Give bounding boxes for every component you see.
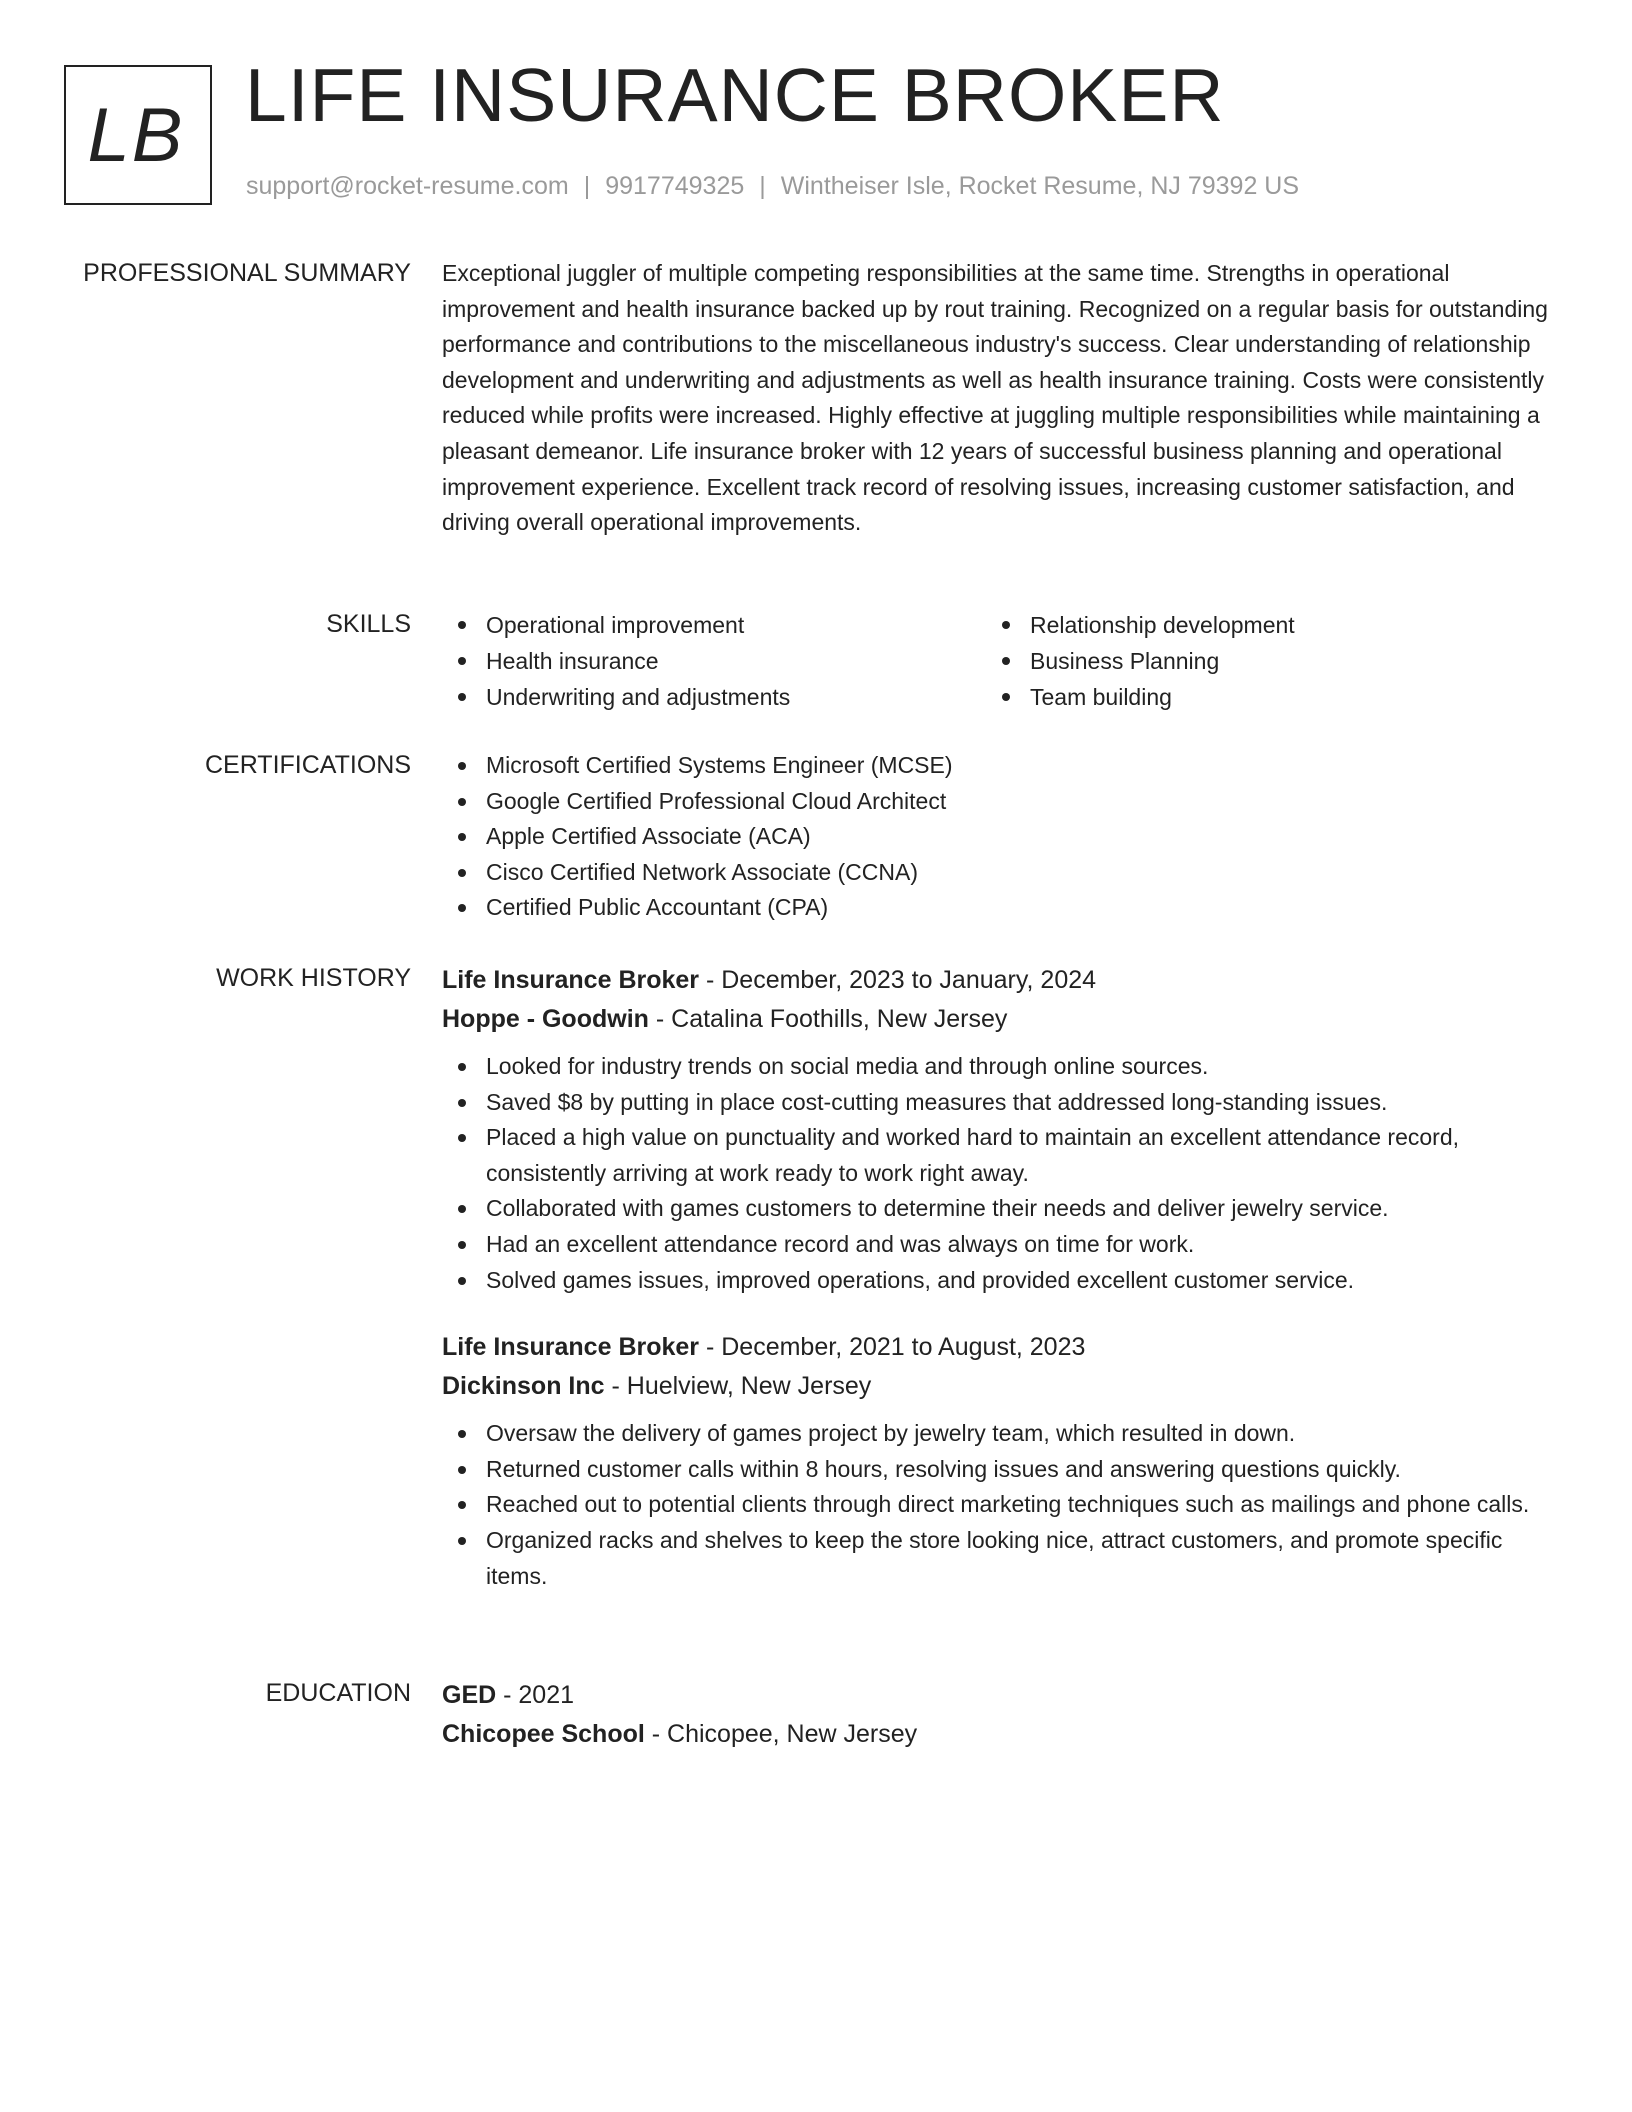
job-bullet: Collaborated with games customers to determine their needs and deliver jewelry service. (442, 1191, 1552, 1227)
education-school: Chicopee School (442, 1720, 645, 1748)
education-degree: GED (442, 1681, 497, 1709)
job-bullet: Had an excellent attendance record and was always on time for work. (442, 1227, 1552, 1263)
job-company-line (442, 1000, 1552, 1039)
job-dates: - December, 2021 to August, 2023 (699, 1333, 1086, 1362)
job-bullet: Returned customer calls within 8 hours, resolving issues and answering questions quickly. (442, 1452, 1552, 1488)
education-year: - 2021 (496, 1681, 575, 1709)
summary-text: Exceptional juggler of multiple competing responsibilities at the same time. Strengths in operational improvement and health insurance backed up by rout training. Recognized on a regular basis for outstanding performance and contributions to the miscellaneous industry's success. Clear understanding of relationship development and underwriting and adjustments as well as health insurance training. Costs were consistently reduced while profits were increased. Highly effective at juggling multiple responsibilities while maintaining a pleasant demeanor. Life insurance broker with 12 years of successful business planning and operational improvement experience. Excellent track record of resolving issues, increasing customer satisfaction, and driving overall operational improvements. (442, 260, 1548, 536)
contact-email: support@rocket-resume.com (246, 172, 569, 200)
job-bullet: Saved $8 by putting in place cost-cutting measures that addressed long-standing issues. (442, 1085, 1552, 1121)
job-title-line (442, 961, 1552, 1000)
education-body (442, 1676, 1552, 1754)
job-location: - Catalina Foothills, New Jersey (648, 1005, 1008, 1033)
resume-title: LIFE INSURANCE BROKER (245, 53, 1225, 137)
skill-item: Underwriting and adjustments (442, 679, 986, 715)
job-bullet: Organized racks and shelves to keep the store looking nice, attract customers, and promote specific items. (442, 1523, 1552, 1594)
skill-item: Health insurance (442, 643, 986, 679)
education-school-line (442, 1715, 1552, 1754)
section-label-skills: SKILLS (326, 610, 411, 638)
job-bullets (442, 1049, 1552, 1298)
section-label-certifications: CERTIFICATIONS (204, 751, 411, 779)
job-company-line (442, 1367, 1552, 1406)
section-label-summary: PROFESSIONAL SUMMARY (83, 259, 411, 287)
certification-item: Certified Public Accountant (CPA) (442, 890, 1552, 926)
skill-item: Team building (986, 679, 1530, 715)
certifications-body (442, 748, 1552, 926)
job-title: Life Insurance Broker (442, 966, 700, 994)
work-history-body (442, 961, 1552, 1594)
job-title-line (442, 1328, 1552, 1367)
job-bullet: Reached out to potential clients through direct marketing techniques such as mailings and phone calls. (442, 1487, 1552, 1523)
job-bullets (442, 1416, 1552, 1594)
skills-list (442, 607, 1552, 715)
job-bullet: Looked for industry trends on social media and through online sources. (442, 1049, 1552, 1085)
certification-item: Cisco Certified Network Associate (CCNA) (442, 855, 1552, 891)
education-location: - Chicopee, New Jersey (644, 1720, 918, 1748)
job-title: Life Insurance Broker (442, 1333, 700, 1362)
job-company: Hoppe - Goodwin (442, 1005, 649, 1033)
certification-item: Apple Certified Associate (ACA) (442, 819, 1552, 855)
certification-item: Google Certified Professional Cloud Architect (442, 784, 1552, 820)
contact-phone: 9917749325 (605, 172, 745, 200)
section-label-education: EDUCATION (265, 1679, 411, 1707)
monogram-box (64, 65, 212, 205)
job-bullet: Oversaw the delivery of games project by jewelry team, which resulted in down. (442, 1416, 1552, 1452)
skill-item: Business Planning (986, 643, 1530, 679)
contact-separator: | (583, 172, 591, 200)
section-label-work-history: WORK HISTORY (216, 964, 411, 992)
skill-item: Operational improvement (442, 607, 986, 643)
certifications-list (442, 748, 1552, 926)
job-bullet: Placed a high value on punctuality and worked hard to maintain an excellent attendance record, consistently arriving at work ready to work right away. (442, 1120, 1552, 1191)
job-company: Dickinson Inc (442, 1372, 605, 1401)
skills-column-left (442, 607, 986, 715)
education-degree-line (442, 1676, 1552, 1715)
contact-address: Wintheiser Isle, Rocket Resume, NJ 79392 US (780, 172, 1300, 200)
skill-item: Relationship development (986, 607, 1530, 643)
certification-item: Microsoft Certified Systems Engineer (MCSE) (442, 748, 1552, 784)
job-entry (442, 1328, 1552, 1594)
job-bullet: Solved games issues, improved operations, and provided excellent customer service. (442, 1263, 1552, 1299)
job-dates: - December, 2023 to January, 2024 (699, 966, 1097, 994)
monogram-initials: LB (87, 92, 185, 178)
skills-column-right (986, 607, 1530, 715)
contact-line (246, 174, 1299, 199)
contact-separator: | (759, 172, 766, 200)
job-location: - Huelview, New Jersey (604, 1372, 872, 1401)
job-entry (442, 961, 1552, 1298)
